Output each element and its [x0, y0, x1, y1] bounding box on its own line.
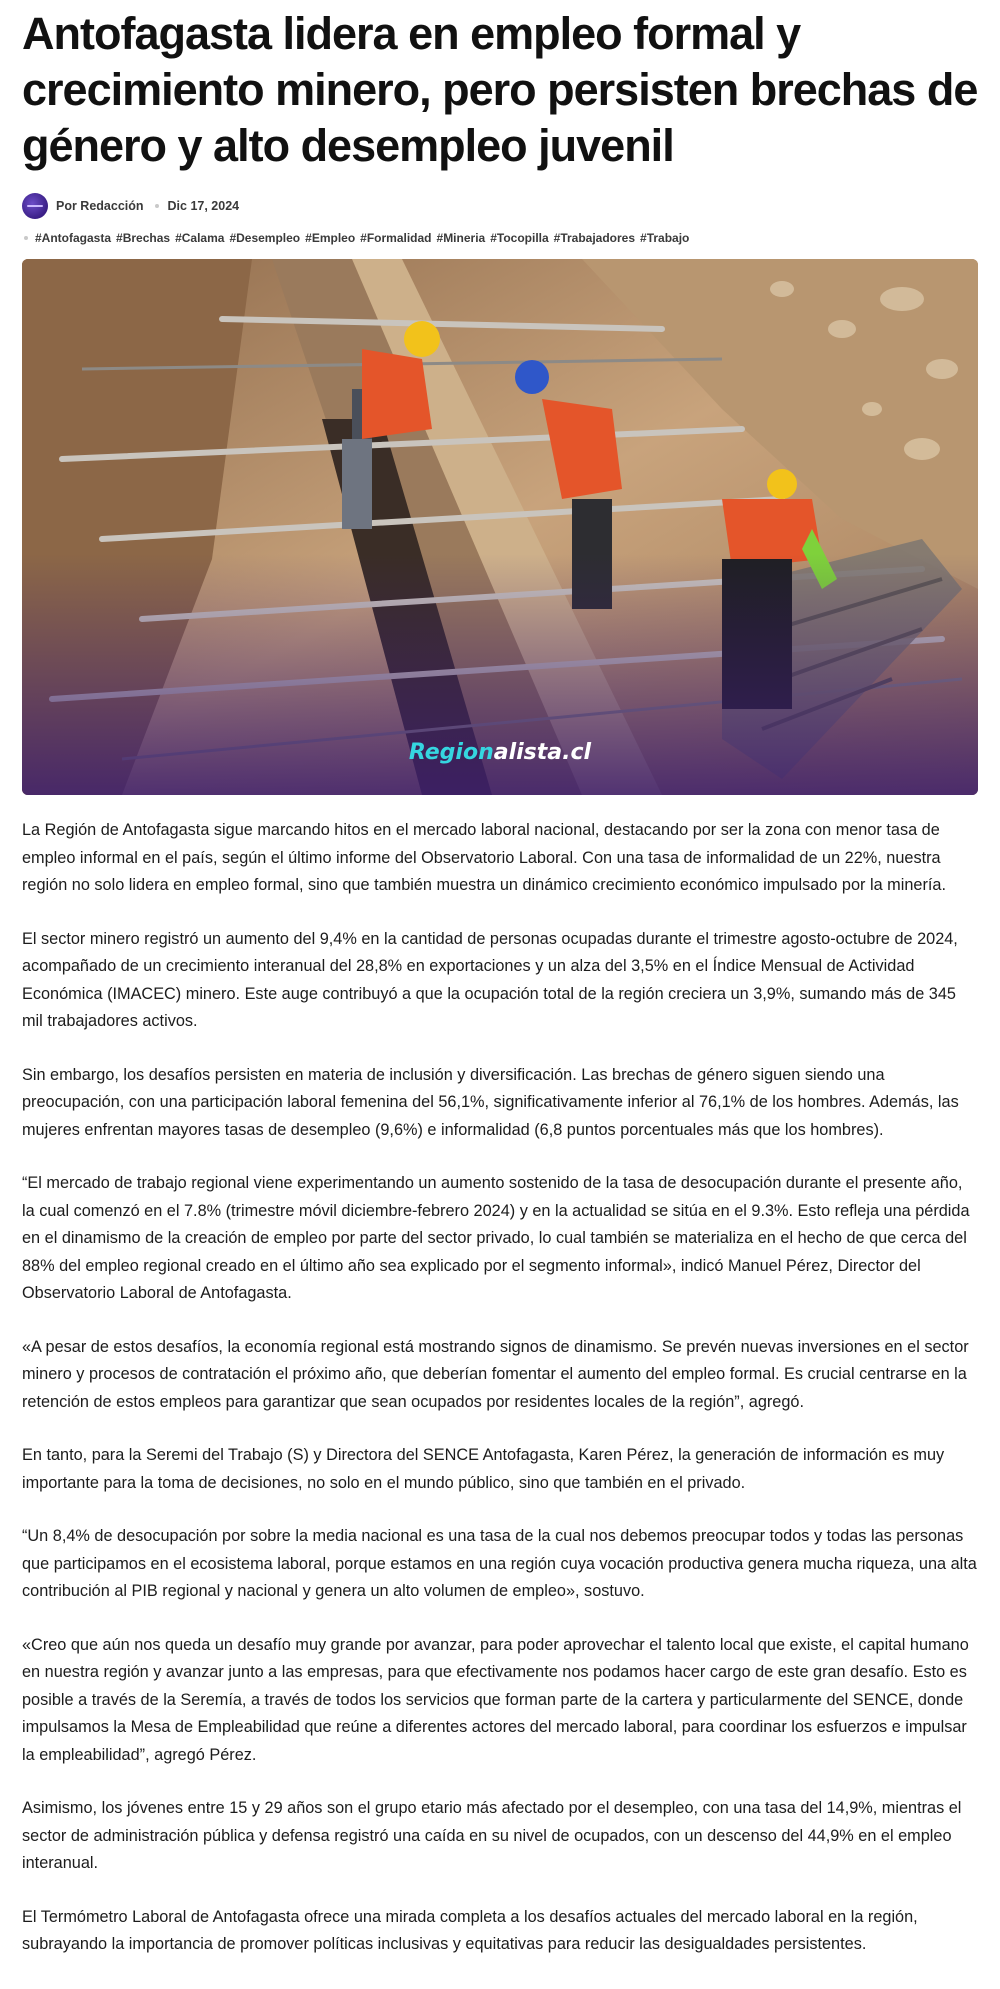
tag-link[interactable]: #Brechas — [116, 231, 171, 245]
article-title: Antofagasta lidera en empleo formal y crecimiento minero, pero persisten brechas de género y alto desempleo juvenil — [22, 8, 978, 171]
tag-link[interactable]: #Mineria — [436, 231, 486, 245]
tag-link[interactable]: #Trabajo — [640, 231, 690, 245]
paragraph: «A pesar de estos desafíos, la economía regional está mostrando signos de dinamismo. Se prevén nuevas inversiones en el sector minero y procesos de contratación el próximo año, que deberían fomentar el aumento del empleo formal. Es crucial centrarse en la retención de estos empleos para garantizar que sean ocupados por residentes locales de la región”, agregó. — [22, 1337, 969, 1411]
paragraph: El Termómetro Laboral de Antofagasta ofrece una mirada completa a los desafíos actuales del mercado laboral en la región, subrayando la importancia de promover políticas inclusivas y equitativas para reducir las desigualdades persistentes. — [22, 1907, 918, 1953]
featured-image — [22, 259, 978, 795]
tag-link[interactable]: #Empleo — [305, 231, 356, 245]
tag-bullet — [24, 236, 28, 240]
site-watermark: Regionalista.cl — [408, 740, 592, 765]
paragraph: «Creo que aún nos queda un desafío muy grande por avanzar, para poder aprovechar el talento local que existe, el capital humano en nuestra región y avanzar junto a las empresas, para que efectivamente nos podamos hacer cargo de este gran desafío. Esto es posible a través de la Seremía, a través de todos los servicios que forman parte de la cartera y particularmente del SENCE, donde impulsamos la Mesa de Empleabilidad que reúne a diferentes actores del mercado laboral, para coordinar los esfuerzos e impulsar la empleabilidad”, agregó Pérez. — [22, 1635, 969, 1764]
tag-link[interactable]: #Desempleo — [229, 231, 301, 245]
tag-link[interactable]: #Trabajadores — [553, 231, 636, 245]
article-meta — [22, 192, 978, 220]
author-name[interactable]: Por Redacción — [56, 199, 144, 213]
tag-link[interactable]: #Calama — [175, 231, 225, 245]
article-body — [22, 817, 978, 1959]
paragraph: Asimismo, los jóvenes entre 15 y 29 años son el grupo etario más afectado por el desempleo, con una tasa del 14,9%, mientras el sector de administración pública y defensa registró una caída en su nivel de ocupados, con un descenso del 44,9% en el empleo interanual. — [22, 1799, 962, 1872]
paragraph: “Un 8,4% de desocupación por sobre la media nacional es una tasa de la cual nos debemos preocupar todos y todas las personas que participamos en el ecosistema laboral, porque estamos en una región cuya vocación productiva genera mucha riqueza, una alta contribución al PIB regional y nacional y genera un alto volumen de empleo», sostuvo. — [22, 1527, 977, 1600]
tag-link[interactable]: #Antofagasta — [35, 231, 112, 245]
paragraph: “El mercado de trabajo regional viene experimentando un aumento sostenido de la tasa de desocupación durante el presente año, la cual comenzó en el 7.8% (trimestre móvil diciembre-febrero 2024) y en la actualidad se sitúa en el 9.3%. Esto refleja una pérdida en el dinamismo de la creación de empleo por parte del sector privado, lo cual también se materializa en el hecho de que cerca del 88% del empleo regional creado en el último año sea explicado por el segmento informal», indicó Manuel Pérez, Director del Observatorio Laboral de Antofagasta. — [22, 1174, 970, 1302]
paragraph: En tanto, para la Seremi del Trabajo (S) y Directora del SENCE Antofagasta, Karen Pérez, la generación de información es muy importante para la toma de decisiones, no solo en el mundo público, sino que también en el privado. — [22, 1446, 945, 1492]
publish-date: Dic 17, 2024 — [167, 199, 240, 213]
tag-link[interactable]: #Formalidad — [360, 231, 432, 245]
tag-link[interactable]: #Tocopilla — [490, 231, 549, 245]
meta-separator — [155, 204, 159, 208]
paragraph: Sin embargo, los desafíos persisten en materia de inclusión y diversificación. Las brechas de género siguen siendo una preocupación, con una participación laboral femenina del 56,1%, significativamente inferior al 76,1% de los hombres. Además, las mujeres enfrentan mayores tasas de desempleo (9,6%) e informalidad (6,8 puntos porcentuales más que los hombres). — [22, 1065, 959, 1139]
construction-workers-photo — [22, 259, 978, 795]
author-avatar[interactable] — [22, 193, 48, 219]
paragraph: El sector minero registró un aumento del 9,4% en la cantidad de personas ocupadas durante el trimestre agosto-octubre de 2024, acompañado de un crecimiento interanual del 28,8% en exportaciones y un alza del 3,5% en el Índice Mensual de Actividad Económica (IMACEC) minero. Este auge contribuyó a que la ocupación total de la región creciera un 3,9%, sumando más de 345 mil trabajadores activos. — [22, 929, 958, 1030]
paragraph: La Región de Antofagasta sigue marcando hitos en el mercado laboral nacional, destacando por ser la zona con menor tasa de empleo informal en el país, según el último informe del Observatorio Laboral. Con una tasa de informalidad de un 22%, nuestra región no solo lidera en empleo formal, sino que también muestra un dinámico crecimiento económico impulsado por la minería. — [22, 821, 946, 894]
tag-list — [22, 231, 978, 245]
